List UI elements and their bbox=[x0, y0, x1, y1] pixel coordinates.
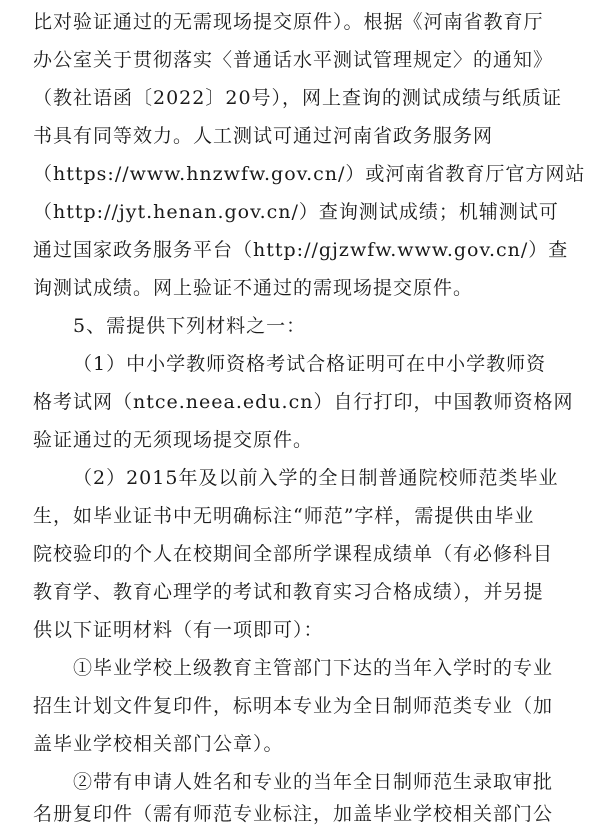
paragraph-line: （教社语函〔2022〕20号），网上查询的测试成绩与纸质证 bbox=[33, 87, 563, 109]
paragraph-line: 供以下证明材料（有一项即可）： bbox=[33, 619, 324, 641]
paragraph-line: （1）中小学教师资格考试合格证明可在中小学教师资 bbox=[73, 353, 547, 375]
paragraph-line: ①毕业学校上级教育主管部门下达的当年入学时的专业 bbox=[73, 657, 554, 679]
paragraph-line: 招生计划文件复印件，标明本专业为全日制师范类专业（加 bbox=[33, 695, 554, 717]
paragraph-line: ②带有申请人姓名和专业的当年全日制师范生录取审批 bbox=[73, 771, 554, 793]
paragraph-line: 书具有同等效力。人工测试可通过河南省政务服务网 bbox=[33, 125, 494, 147]
paragraph-line: （2）2015年及以前入学的全日制普通院校师范类毕业 bbox=[73, 467, 559, 489]
paragraph-line: 生，如毕业证书中无明确标注“师范”字样，需提供由毕业 bbox=[33, 505, 535, 527]
paragraph-line: 验证通过的无须现场提交原件。 bbox=[33, 429, 314, 451]
section-heading: 5、需提供下列材料之一： bbox=[73, 315, 307, 337]
paragraph-line: 办公室关于贯彻落实〈普通话水平测试管理规定〉的通知》 bbox=[33, 49, 554, 71]
paragraph-line: 通过国家政务服务平台（http://gjzwfw.www.gov.cn/）查 bbox=[33, 239, 569, 261]
paragraph-line: 盖毕业学校相关部门公章）。 bbox=[33, 733, 284, 755]
paragraph-line: 教育学、教育心理学的考试和教育实习合格成绩），并另提 bbox=[33, 581, 544, 603]
paragraph-line: 格考试网（ntce.neea.edu.cn）自行打印，中国教师资格网 bbox=[33, 391, 574, 413]
paragraph-line: 院校验印的个人在校期间全部所学课程成绩单（有必修科目 bbox=[33, 543, 554, 565]
paragraph-line: 名册复印件（需有师范专业标注，加盖毕业学校相关部门公 bbox=[33, 803, 554, 825]
paragraph-line: （https://www.hnzwfw.gov.cn/）或河南省教育厅官方网站 bbox=[33, 163, 586, 185]
paragraph-line: （http://jyt.henan.gov.cn/）查询测试成绩；机辅测试可 bbox=[33, 201, 559, 223]
paragraph-line: 比对验证通过的无需现场提交原件）。根据《河南省教育厅 bbox=[33, 11, 544, 33]
paragraph-line: 询测试成绩。网上验证不通过的需现场提交原件。 bbox=[33, 277, 474, 299]
